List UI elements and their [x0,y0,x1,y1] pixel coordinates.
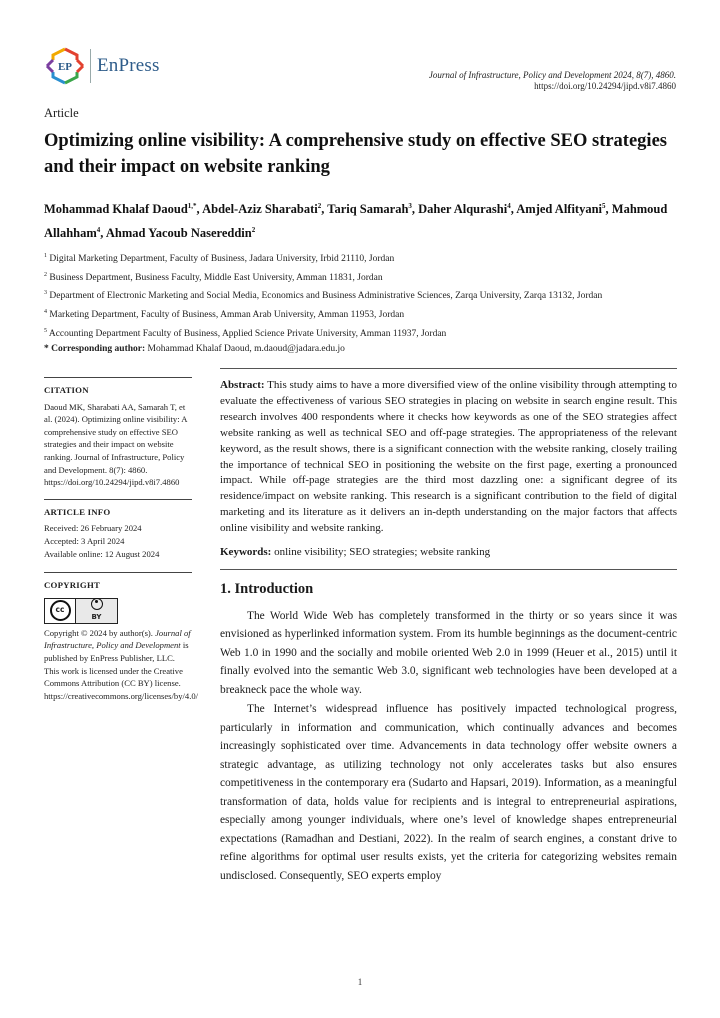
author-name: Ahmad Yacoub Nasereddin [105,226,252,241]
author-affiliation-mark: 1,* [187,202,197,210]
author-name: Mahmoud Allahham [44,202,668,241]
affiliation-text: Marketing Department, Faculty of Business, Amman Arab University, Amman 11953, Jordan [49,310,405,321]
citation-section [44,377,192,489]
abstract-label: Abstract: [220,379,265,391]
accepted-date: Accepted: 3 April 2024 [44,535,125,546]
author-affiliation-mark: 3 [408,202,412,210]
affiliation-number: 2 [44,271,47,278]
paper-title: Optimizing online visibility: A comprehensive study on effective SEO strategies and their impact on website ranking [44,131,667,177]
author-affiliation-mark: 2 [317,202,322,210]
affiliation-item [44,268,684,287]
affiliation-text: Digital Marketing Department, Faculty of Business, Jadara University, Irbid 21110, Jordan [49,254,395,265]
author-name: Tariq Samarah [327,202,409,217]
author-name: Abdel-Aziz Sharabati [202,202,318,217]
citation-heading: CITATION [44,377,192,397]
section-heading-introduction: 1. Introduction [220,580,314,597]
attribution-icon [91,598,103,610]
sidebar [44,377,199,712]
journal-info [429,70,676,92]
license-link[interactable]: https://creativecommons.org/licenses/by/4.0/ [44,690,199,701]
copyright-section [44,572,199,702]
cc-by-label: BY [91,612,102,621]
affiliation-item [44,249,684,268]
affiliation-item [44,305,684,324]
logo-divider [90,49,91,83]
author-list: Mohammad Khalaf Daoud$^{1,*}$, Abdel-Aziz Sharabati$^2$, Tariq Samarah$^3$, Daher Alqurashi$^4$, Amjed Alfityani$^5$, Mahmoud Allahham$^4$, Ahmad Yacoub Nasereddin$^2$ [44,202,668,241]
journal-citation-line: Journal of Infrastructure, Policy and Development 2024, 8(7), 4860. [428,70,676,80]
journal-doi-link[interactable]: https://doi.org/10.24294/jipd.v8i7.4860 [534,81,676,91]
copyright-text: is published by EnPress Publisher, LLC. This work is licensed under the Creative Commons Attribution (CC BY) license. [44,640,189,689]
cc-by-license-badge[interactable] [44,598,118,624]
main-column [220,378,677,885]
copyright-heading: COPYRIGHT [44,572,192,592]
author-affiliation-mark: 4 [96,226,101,235]
keywords [220,545,677,570]
author-affiliation-mark: 4 [507,202,511,210]
copyright-line: Copyright © 2024 by author(s). [44,627,153,638]
author-affiliation-mark: 5 [602,202,606,210]
keywords-text: online visibility; SEO strategies; website ranking [274,546,491,559]
cc-icon: cc [50,600,71,621]
affiliations [44,249,684,358]
affiliation-item [44,286,684,305]
abstract-text: This study aims to have a more diversified view of the online visibility through attempting to evaluate the effectiveness of various SEO strategies in placing on website in search engine result. This research involves 400 respondents where it checks how keywords as one of the SEO strategies affect website ranking as well as technical SEO and off-page strategies. The appropriateness of the relevant keyword, as the result shows, there is a significant connection with the website ranking, closely trailing the importance of technical SEO in positioning the website on the first page, exerting a pronounced impact. While off-page strategies are the third most dazzling one: a significant degree of its residence/impact on website ranking. This research is a significant contribution to the field of digital marketing and its literature as it delivers an in-depth understanding on the major factors that affects online visibility and website ranking. [220,379,677,535]
affiliation-number: 4 [44,308,47,315]
svg-text:EP: EP [57,61,73,73]
affiliation-item [44,324,684,343]
affiliation-number: 3 [44,290,47,297]
abstract [220,378,677,537]
article-info-section [44,499,192,560]
article-type: Article [44,106,79,120]
copyright-journal-name: Journal of Infrastructure, Policy and Development [44,627,191,651]
affiliation-text: Business Department, Business Faculty, Middle East University, Amman 11831, Jordan [49,272,383,283]
logo-text: EnPress [97,55,160,76]
author-name: Amjed Alfityani [516,202,603,217]
enpress-logo-icon [44,46,86,86]
article-info-heading: ARTICLE INFO [44,499,192,519]
page-number: 1 [357,977,363,987]
intro-paragraph-2: The Internet’s widespread influence has positively impacted technological progress, particularly in information and communication, which continually advances and becomes increasingly sophisticated over time. Advancements in data technology offer website owners a strategic advantage, as utilizing technology not only accelerates tasks but also ensures competitiveness in the contemporary era (Sudarto and Hapsari, 2019). Information, as a meaningful transformation of data, holds value for recipients and is integral to entrepreneurial aspirations, especially among younger individuals, where one’s level of knowledge shapes entrepreneurial expectations (Ramadhan and Destiani, 2022). In the realm of search engines, a constant drive to refine algorithms for optimal user results exists, yet the criteria for categorizing websites remain undisclosed. Consequently, SEO experts employ [220,703,677,882]
corresponding-author: * Corresponding author: Mohammad Khalaf Daoud, m.daoud@jadara.edu.jo [44,344,345,355]
author-name: Mohammad Khalaf Daoud [44,202,188,217]
available-date: Available online: 12 August 2024 [44,548,160,559]
keywords-label: Keywords: [220,546,272,559]
affiliation-number: 5 [44,327,47,334]
citation-text: Daoud MK, Sharabati AA, Samarah T, et al. (2024). Optimizing online visibility: A comprehensive study on effective SEO strategies and their impact on website ranking. Journal of Infrastructure, Policy and Development. 8(7): 4860. https://doi.org/10.24294/jipd.v8i7.4860 [44,401,187,488]
intro-paragraph-1: The World Wide Web has completely transformed in the thirty or so years since it was envisioned as hyperlinked information system. From its humble beginnings as the document-centric Web 1.0 in 1990 and the socially and mobile oriented Web 2.0 in 1999 (Heuer et al., 2015) until it finally evolved into the semantic Web 3.0, significant web technologies have been developed at a breakneck pace the whole way. [220,609,677,696]
author-affiliation-mark: 2 [251,226,256,235]
section-divider [220,368,677,369]
received-date: Received: 26 February 2024 [44,523,142,534]
affiliation-text: Accounting Department Faculty of Business, Applied Science Private University, Amman 11937, Jordan [48,328,447,339]
publisher-logo [44,44,194,88]
author-name: Daher Alqurashi [418,202,508,217]
affiliation-text: Department of Electronic Marketing and Social Media, Economics and Business Administrative Sciences, Zarqa University, Zarqa 13132, Jordan [49,291,603,302]
affiliation-number: 1 [44,253,47,259]
